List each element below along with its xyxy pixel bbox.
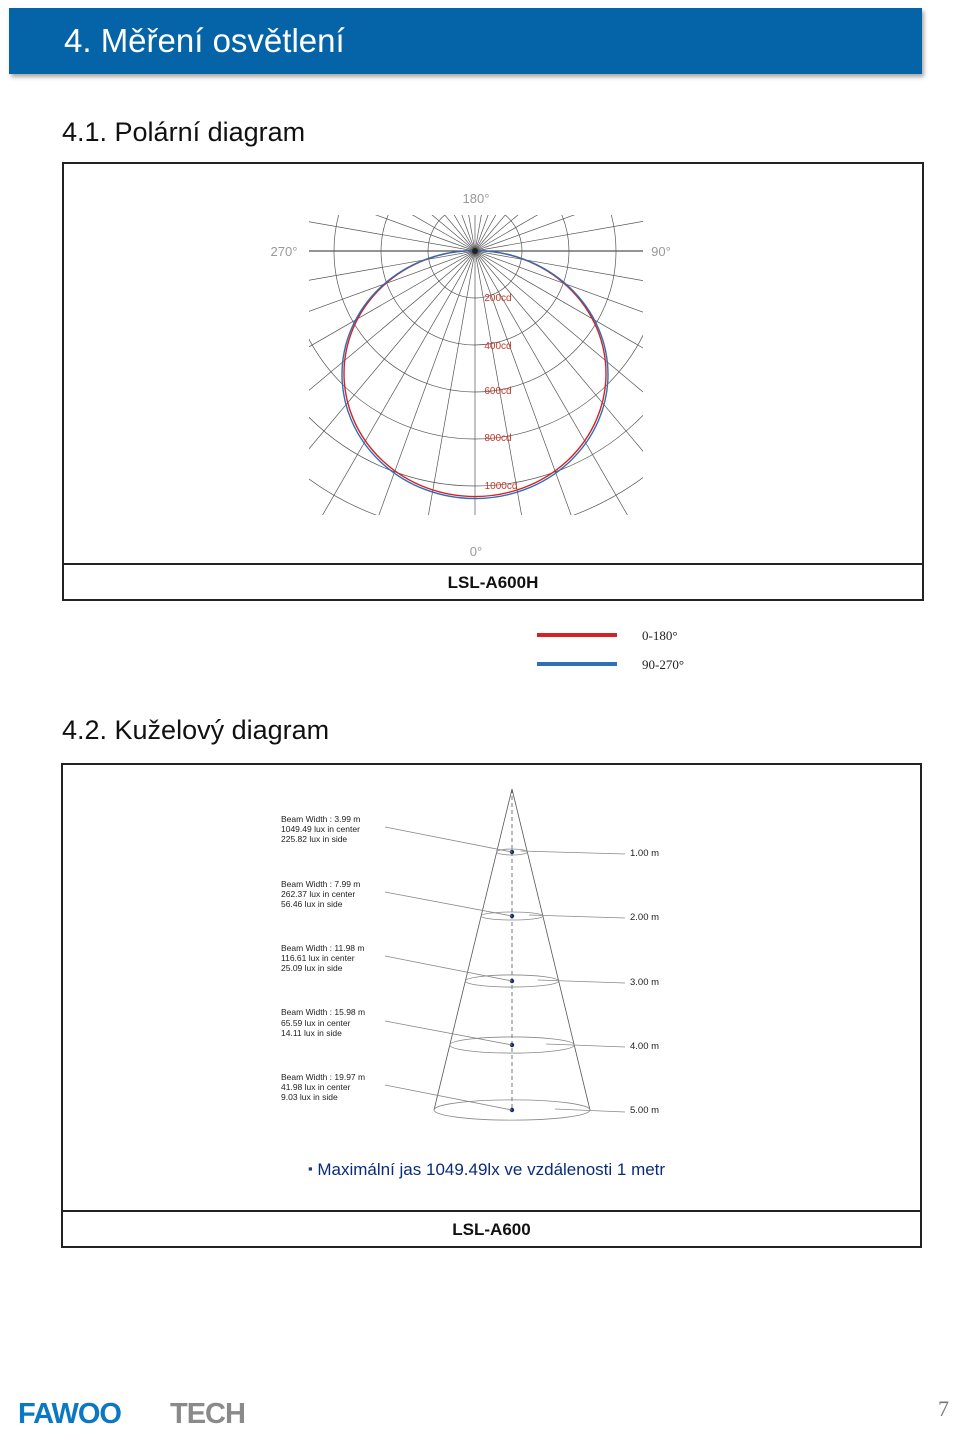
beam-width-label: Beam Width : 15.98 m xyxy=(281,1007,366,1017)
side-lux-label: 9.03 lux in side xyxy=(281,1092,338,1102)
distance-label: 4.00 m xyxy=(630,1041,660,1052)
company-logo xyxy=(18,1393,278,1427)
note-text: Maximální jas 1049.49lx ve vzdálenosti 1 metr xyxy=(317,1160,666,1179)
cone-caption: LSL-A600 xyxy=(63,1210,920,1246)
company-logo-image xyxy=(18,1393,278,1427)
distance-label: 3.00 m xyxy=(630,977,660,988)
polar-diagram xyxy=(64,164,922,599)
polar-spoke xyxy=(338,164,475,251)
polar-spoke xyxy=(475,164,675,251)
cone-leader-left xyxy=(385,1085,512,1110)
polar-spoke xyxy=(475,251,781,508)
legend-label-0-180: 0-180° xyxy=(642,628,678,643)
side-lux-label: 14.11 lux in side xyxy=(281,1028,342,1038)
max-luminance-note xyxy=(308,1160,665,1180)
cone-leader-left xyxy=(385,1021,512,1045)
polar-grid xyxy=(75,164,875,599)
polar-spoke xyxy=(475,164,612,251)
polar-spoke xyxy=(475,182,869,251)
center-lux-label: 1049.49 lux in center xyxy=(281,824,360,834)
side-lux-label: 56.46 lux in side xyxy=(281,899,343,909)
polar-spoke xyxy=(169,251,475,508)
center-lux-label: 262.37 lux in center xyxy=(281,889,356,899)
cone-edge-right xyxy=(512,789,590,1110)
polar-spoke xyxy=(475,164,851,251)
polar-spoke xyxy=(475,164,544,251)
cone-leader-right xyxy=(520,851,625,854)
ring-label-1000cd: 1000cd xyxy=(484,481,518,492)
ring-label-600cd: 600cd xyxy=(484,386,512,397)
ring-label-800cd: 800cd xyxy=(484,433,512,444)
polar-spoke xyxy=(81,251,475,320)
polar-spoke xyxy=(406,164,475,251)
cone-level-2 xyxy=(281,879,659,923)
polar-spoke xyxy=(406,251,475,599)
angle-label-0: 0° xyxy=(469,544,483,559)
polar-section-title: 4.1. Polární diagram xyxy=(62,117,306,147)
polar-spoke xyxy=(475,164,821,251)
cone-level-5 xyxy=(281,1072,659,1116)
cone-diagram-frame xyxy=(61,763,922,1248)
center-lux-label: 65.59 lux in center xyxy=(281,1018,351,1028)
center-lux-label: 116.61 lux in center xyxy=(281,953,355,963)
cone-leader-left xyxy=(385,956,512,981)
distance-label: 2.00 m xyxy=(630,912,660,923)
beam-width-label: Beam Width : 3.99 m xyxy=(281,814,361,824)
cone-level-4 xyxy=(281,1007,659,1052)
cone-leader-left xyxy=(385,892,512,916)
polar-spoke xyxy=(275,164,475,251)
polar-spoke xyxy=(169,164,475,251)
page-number: 7 xyxy=(938,1396,949,1421)
angle-label-90: 90° xyxy=(651,244,671,259)
angle-label-270: 270° xyxy=(270,244,298,259)
angle-label-180: 180° xyxy=(462,191,490,206)
legend-line-90-270 xyxy=(537,662,617,666)
beam-width-label: Beam Width : 7.99 m xyxy=(281,879,361,889)
beam-width-label: Beam Width : 19.97 m xyxy=(281,1072,366,1082)
polar-spoke xyxy=(475,251,851,388)
ring-label-400cd: 400cd xyxy=(484,341,512,352)
cone-leader-right xyxy=(538,980,625,983)
distance-label: 5.00 m xyxy=(630,1105,660,1116)
cone-edge-left xyxy=(434,789,512,1110)
cone-level-3 xyxy=(281,943,659,988)
polar-spoke xyxy=(218,164,475,251)
side-lux-label: 25.09 lux in side xyxy=(281,963,343,973)
svg-text:FAWOO: FAWOO xyxy=(18,1398,121,1427)
legend-line-0-180 xyxy=(537,633,617,637)
cone-section-title: 4.2. Kuželový diagram xyxy=(62,715,330,745)
distance-label: 1.00 m xyxy=(630,848,660,859)
cone-leader-right xyxy=(546,1044,625,1047)
polar-spoke xyxy=(129,164,475,251)
legend-label-90-270: 90-270° xyxy=(642,657,685,672)
polar-center-dot xyxy=(472,248,478,254)
polar-diagram-frame xyxy=(62,162,924,601)
cone-leader-left xyxy=(385,827,512,852)
center-lux-label: 41.98 lux in center xyxy=(281,1082,351,1092)
polar-spoke xyxy=(338,251,475,599)
note-bullet: ▪ xyxy=(308,1161,313,1176)
section-header-title: 4. Měření osvětlení xyxy=(64,22,345,59)
polar-spoke xyxy=(275,251,475,597)
cone-graphics xyxy=(385,789,625,1120)
polar-spoke xyxy=(475,164,732,251)
beam-width-label: Beam Width : 11.98 m xyxy=(281,943,365,953)
side-lux-label: 225.82 lux in side xyxy=(281,834,348,844)
svg-text:TECH: TECH xyxy=(170,1398,245,1427)
cone-diagram xyxy=(63,765,920,1205)
cone-level-1 xyxy=(281,814,659,859)
polar-spoke xyxy=(475,251,869,320)
polar-caption: LSL-A600H xyxy=(64,563,922,599)
polar-spoke xyxy=(99,164,475,251)
polar-spoke xyxy=(81,182,475,251)
polar-spoke xyxy=(475,251,821,451)
ring-label-200cd: 200cd xyxy=(484,293,512,304)
polar-spoke xyxy=(475,164,781,251)
polar-spoke xyxy=(129,251,475,451)
polar-spoke xyxy=(99,251,475,388)
